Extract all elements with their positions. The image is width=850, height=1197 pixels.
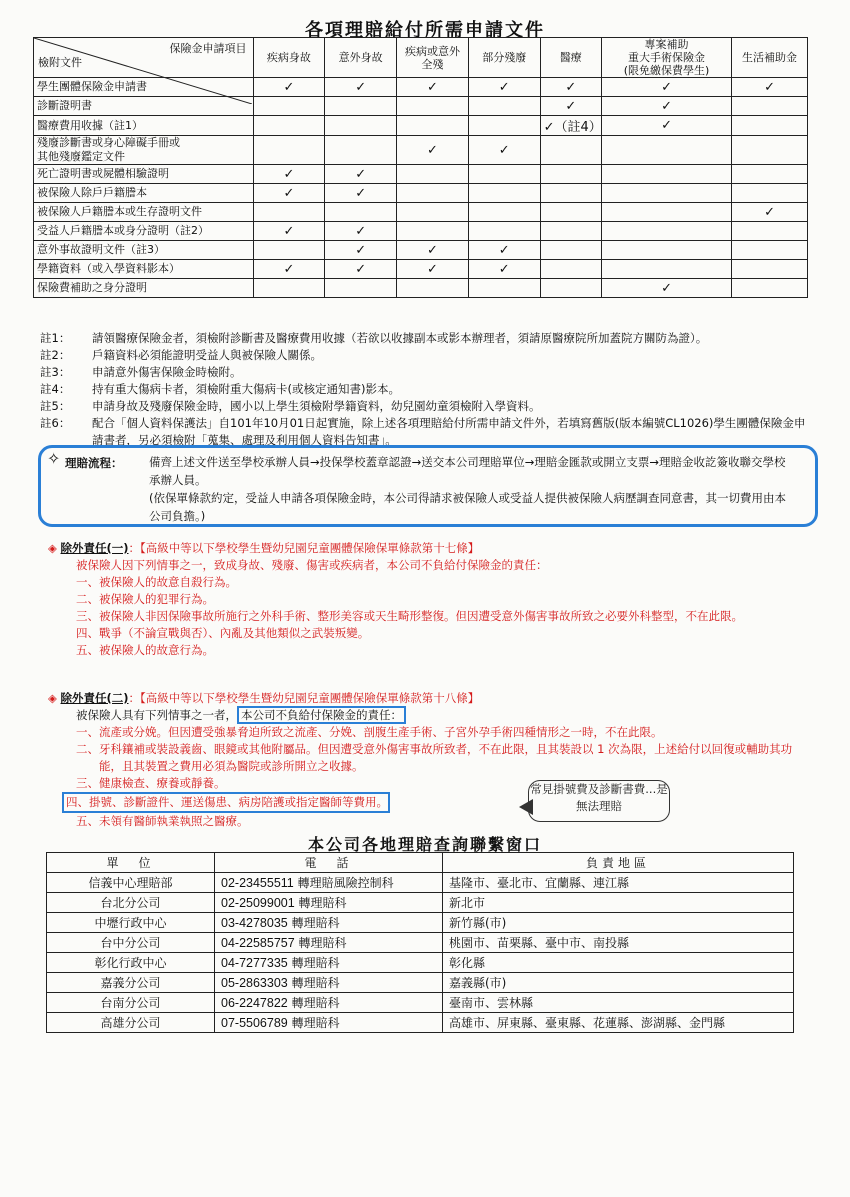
contact-dept: 轉理賠科 <box>298 936 347 950</box>
contact-row <box>47 893 794 913</box>
check-cell <box>468 165 540 184</box>
table-row <box>34 136 808 165</box>
exclusion-1-label: 除外責任(一) <box>60 541 129 555</box>
contact-unit: 台南分公司 <box>47 993 215 1013</box>
exclusion-item: 三、被保險人非因保險事故所施行之外科手術、整形美容或天生畸形整復。但因遭受意外傷害事故所致之必要外科整型，不在此限。 <box>76 609 743 623</box>
check-cell: ✓ <box>253 260 325 279</box>
exclusion-item: 三、健康檢查、療養或靜養。 <box>76 776 226 790</box>
col-header: 意外身故 <box>325 38 397 78</box>
check-cell <box>397 184 469 203</box>
check-cell: ✓ <box>325 184 397 203</box>
check-cell <box>602 222 732 241</box>
check-cell <box>325 136 397 165</box>
check-cell <box>540 260 601 279</box>
contact-phone: 04-22585757 <box>221 936 295 950</box>
col-header: 生活補助金 <box>732 38 808 78</box>
contact-phone: 02-25099001 <box>221 896 295 910</box>
note-text: 戶籍資料必須能證明受益人與被保險人關係。 <box>92 348 322 362</box>
note-item <box>40 364 810 381</box>
check-cell <box>540 184 601 203</box>
check-cell <box>732 184 808 203</box>
check-cell: ✓ <box>325 78 397 97</box>
check-cell <box>732 260 808 279</box>
check-cell <box>325 116 397 136</box>
flow-heading: 理賠流程： <box>65 456 123 470</box>
check-cell: ✓ <box>397 241 469 260</box>
note-text: 申請身故及殘廢保險金時，國小以上學生須檢附學籍資料，幼兒園幼童須檢附入學資料。 <box>92 399 541 413</box>
check-cell: ✓ <box>602 116 732 136</box>
exclusion-1 <box>48 540 808 659</box>
check-cell: ✓ <box>468 241 540 260</box>
check-cell <box>602 184 732 203</box>
check-cell <box>468 222 540 241</box>
table-row <box>34 165 808 184</box>
contact-phone: 04-7277335 <box>221 956 288 970</box>
document-name: 被保險人戶籍謄本或生存證明文件 <box>34 203 254 222</box>
exclusion-item: 二、被保險人的犯罪行為。 <box>76 592 214 606</box>
check-cell <box>732 136 808 165</box>
exclusion-2 <box>48 690 808 830</box>
check-cell: ✓ <box>397 136 469 165</box>
note-item <box>40 330 810 347</box>
table-row <box>34 241 808 260</box>
contact-dept: 轉理賠科 <box>291 976 340 990</box>
check-cell <box>468 116 540 136</box>
check-cell: ✓ <box>732 203 808 222</box>
document-name: 受益人戶籍謄本或身分證明（註2） <box>34 222 254 241</box>
contact-row <box>47 873 794 893</box>
check-cell <box>540 136 601 165</box>
contact-phone-cell <box>215 933 443 953</box>
check-cell <box>253 241 325 260</box>
check-cell <box>602 136 732 165</box>
contact-unit: 台北分公司 <box>47 893 215 913</box>
check-cell: ✓ <box>253 78 325 97</box>
note-text: 持有重大傷病卡者，須檢附重大傷病卡(或核定通知書)影本。 <box>92 382 400 396</box>
col-header: 專案補助 重大手術保險金 (限免繳保費學生) <box>602 38 732 78</box>
star-icon: ✧ <box>47 449 61 468</box>
check-cell: ✓（註4） <box>540 116 601 136</box>
table-row <box>34 184 808 203</box>
exclusion-item: 一、流產或分娩。但因遭受強暴脅迫所致之流產、分娩、剖腹生產手術、子宮外孕手術四種情形之一時，不在此限。 <box>76 725 663 739</box>
contact-row <box>47 1013 794 1033</box>
check-cell <box>397 97 469 116</box>
contact-dept: 轉理賠科 <box>291 956 340 970</box>
check-cell <box>732 241 808 260</box>
check-cell: ✓ <box>602 78 732 97</box>
contact-dept: 轉理賠科 <box>291 916 340 930</box>
note-text: 配合「個人資料保護法」自101年10月01日起實施，除上述各項理賠給付所需申請文件外，若填寫舊版(版本編號CL1026)學生團體保險金申請書者，另必須檢附「蒐集、處理及利用個人資料告知書」。 <box>92 416 806 447</box>
table-row <box>34 222 808 241</box>
check-cell <box>253 136 325 165</box>
document-name: 診斷證明書 <box>34 97 254 116</box>
col-header: 電 話 <box>215 853 443 873</box>
note-key: 註4： <box>40 382 71 396</box>
check-cell <box>602 241 732 260</box>
check-cell <box>253 279 325 298</box>
note-text: 請領醫療保險金者，須檢附診斷書及醫療費用收據（若欲以收據副本或影本辦理者，須請原醫療院所加蓋院方關防為證）。 <box>92 331 708 345</box>
check-cell: ✓ <box>253 222 325 241</box>
check-cell <box>732 165 808 184</box>
contact-area: 桃園市、苗栗縣、臺中市、南投縣 <box>443 933 794 953</box>
contact-area: 新竹縣(市) <box>443 913 794 933</box>
check-cell: ✓ <box>468 136 540 165</box>
contact-unit: 嘉義分公司 <box>47 973 215 993</box>
col-header: 疾病身故 <box>253 38 325 78</box>
contact-dept: 轉理賠科 <box>291 996 340 1010</box>
col-header: 疾病或意外全殘 <box>397 38 469 78</box>
contact-row <box>47 973 794 993</box>
check-cell: ✓ <box>602 97 732 116</box>
contact-area: 基隆市、臺北市、宜蘭縣、連江縣 <box>443 873 794 893</box>
exclusion-2-ref: ：【高級中等以下學校學生暨幼兒園兒童團體保險保單條款第十八條】 <box>128 691 480 705</box>
col-header: 單 位 <box>47 853 215 873</box>
contact-phone: 03-4278035 <box>221 916 288 930</box>
check-cell <box>253 203 325 222</box>
check-cell: ✓ <box>253 184 325 203</box>
check-cell: ✓ <box>468 260 540 279</box>
exclusion-item: 一、被保險人的故意自殺行為。 <box>76 575 237 589</box>
check-cell <box>397 116 469 136</box>
check-cell: ✓ <box>732 78 808 97</box>
document-name: 死亡證明書或屍體相驗證明 <box>34 165 254 184</box>
contact-phone: 05-2863303 <box>221 976 288 990</box>
document-name: 意外事故證明文件（註3） <box>34 241 254 260</box>
check-cell <box>253 97 325 116</box>
contact-dept: 轉理賠風險控制科 <box>297 876 394 890</box>
check-cell: ✓ <box>325 165 397 184</box>
check-cell <box>732 222 808 241</box>
check-cell <box>325 97 397 116</box>
table-header-row <box>34 38 808 78</box>
contact-row <box>47 933 794 953</box>
contact-dept: 轉理賠科 <box>291 1016 340 1030</box>
diamond-icon: ◈ <box>48 541 61 555</box>
document-name: 學籍資料（或入學資料影本） <box>34 260 254 279</box>
check-cell: ✓ <box>325 241 397 260</box>
flow-steps: 備齊上述文件送至學校承辦人員→投保學校蓋章認證→送交本公司理賠單位→理賠金匯款或開立支票→理賠金收訖簽收聯交學校承辦人員。 <box>149 455 786 487</box>
check-cell: ✓ <box>253 165 325 184</box>
contact-unit: 台中分公司 <box>47 933 215 953</box>
contact-phone-cell <box>215 1013 443 1033</box>
check-cell <box>397 279 469 298</box>
check-cell <box>468 203 540 222</box>
contact-phone-cell <box>215 993 443 1013</box>
contact-phone: 02-23455511 <box>221 876 294 890</box>
check-cell: ✓ <box>397 260 469 279</box>
exclusion-item: 四、戰爭（不論宣戰與否）、內亂及其他類似之武裝叛變。 <box>76 626 370 640</box>
required-documents-table <box>33 37 808 298</box>
check-cell <box>540 241 601 260</box>
check-cell <box>253 116 325 136</box>
contacts-header-row <box>47 853 794 873</box>
page-title: 各項理賠給付所需申請文件 <box>305 20 545 41</box>
contact-area: 高雄市、屏東縣、臺東縣、花蓮縣、澎湖縣、金門縣 <box>443 1013 794 1033</box>
contact-unit: 中壢行政中心 <box>47 913 215 933</box>
contact-phone-cell <box>215 913 443 933</box>
check-cell <box>468 97 540 116</box>
check-cell <box>397 165 469 184</box>
claim-process-box <box>38 445 818 527</box>
callout-bubble: 常見掛號費及診斷書費...是無法理賠 <box>528 780 670 822</box>
table-row <box>34 260 808 279</box>
note-item <box>40 381 810 398</box>
check-cell <box>325 203 397 222</box>
check-cell: ✓ <box>602 279 732 298</box>
note-key: 註5： <box>40 399 71 413</box>
note-item <box>40 398 810 415</box>
check-cell <box>540 279 601 298</box>
note-item <box>40 347 810 364</box>
check-cell: ✓ <box>325 260 397 279</box>
check-cell <box>540 203 601 222</box>
exclusion-1-ref: ：【高級中等以下學校學生暨幼兒園兒童團體保險保單條款第十七條】 <box>128 541 480 555</box>
document-name: 殘廢診斷書或身心障礙手冊或 其他殘廢鑑定文件 <box>34 136 254 165</box>
note-key: 註1： <box>40 331 71 345</box>
contact-area: 臺南市、雲林縣 <box>443 993 794 1013</box>
table-row <box>34 203 808 222</box>
check-cell: ✓ <box>468 78 540 97</box>
check-cell <box>397 222 469 241</box>
check-cell <box>540 222 601 241</box>
col-header: 負責地區 <box>443 853 794 873</box>
corner-header <box>34 38 254 78</box>
document-name: 保險費補助之身分證明 <box>34 279 254 298</box>
check-cell: ✓ <box>540 97 601 116</box>
exclusion-item: 四、掛號、診斷證件、運送傷患、病房陪護或指定醫師等費用。 <box>62 792 390 813</box>
contact-unit: 高雄分公司 <box>47 1013 215 1033</box>
exclusion-item: 五、未領有醫師執業執照之醫療。 <box>76 814 249 828</box>
notes-list <box>40 330 810 449</box>
contact-dept: 轉理賠科 <box>298 896 347 910</box>
exclusion-2-intro-b: 本公司不負給付保險金的責任： <box>237 706 406 724</box>
flow-note: (依保單條款約定，受益人申請各項保險金時，本公司得請求被保險人或受益人提供被保險人病歷調查同意書，其一切費用由本公司負擔。) <box>149 491 786 523</box>
contact-row <box>47 913 794 933</box>
col-header: 部分殘廢 <box>468 38 540 78</box>
contact-row <box>47 993 794 1013</box>
contact-area: 嘉義縣(市) <box>443 973 794 993</box>
note-key: 註6： <box>40 416 71 430</box>
contact-area: 新北市 <box>443 893 794 913</box>
contact-area: 彰化縣 <box>443 953 794 973</box>
corner-top-label: 保險金申請項目 <box>169 42 247 55</box>
document-name: 醫療費用收據（註1） <box>34 116 254 136</box>
diamond-icon: ◈ <box>48 691 61 705</box>
check-cell <box>602 260 732 279</box>
contact-row <box>47 953 794 973</box>
corner-bottom-label: 檢附文件 <box>38 56 82 69</box>
contact-phone: 07-5506789 <box>221 1016 288 1030</box>
check-cell <box>732 97 808 116</box>
check-cell <box>732 279 808 298</box>
check-cell <box>540 165 601 184</box>
contact-phone-cell <box>215 953 443 973</box>
table-row <box>34 279 808 298</box>
contacts-table <box>46 852 794 1033</box>
exclusion-item: 二、牙科鑲補或裝設義齒、眼鏡或其他附屬品。但因遭受意外傷害事故所致者，不在此限，且其裝設以 1 次為限，上述給付以回復或輔助其功能，且其裝置之費用必須為醫院或診所開立之收據。 <box>76 742 793 773</box>
flow-body <box>149 453 795 525</box>
contact-phone-cell <box>215 973 443 993</box>
check-cell <box>602 165 732 184</box>
check-cell: ✓ <box>540 78 601 97</box>
col-header: 醫療 <box>540 38 601 78</box>
note-item <box>40 415 810 449</box>
check-cell <box>397 203 469 222</box>
note-key: 註3： <box>40 365 71 379</box>
exclusion-2-intro-a: 被保險人具有下列情事之一者， <box>76 708 237 722</box>
document-name: 學生團體保險金申請書 <box>34 78 254 97</box>
contact-unit: 彰化行政中心 <box>47 953 215 973</box>
table-row <box>34 116 808 136</box>
check-cell <box>602 203 732 222</box>
check-cell: ✓ <box>325 222 397 241</box>
check-cell: ✓ <box>397 78 469 97</box>
check-cell <box>468 279 540 298</box>
contact-phone: 06-2247822 <box>221 996 288 1010</box>
check-cell <box>732 116 808 136</box>
document-name: 被保險人除戶戶籍謄本 <box>34 184 254 203</box>
note-key: 註2： <box>40 348 71 362</box>
exclusion-1-intro: 被保險人因下列情事之一，致成身故、殘廢、傷害或疾病者，本公司不負給付保險金的責任： <box>76 558 548 572</box>
contact-phone-cell <box>215 893 443 913</box>
contacts-title: 本公司各地理賠查詢聯繫窗口 <box>307 835 542 854</box>
check-cell <box>325 279 397 298</box>
note-text: 申請意外傷害保險金時檢附。 <box>92 365 242 379</box>
exclusion-2-label: 除外責任(二) <box>60 691 129 705</box>
exclusion-item: 五、被保險人的故意行為。 <box>76 643 214 657</box>
check-cell <box>468 184 540 203</box>
contact-phone-cell <box>215 873 443 893</box>
contact-unit: 信義中心理賠部 <box>47 873 215 893</box>
